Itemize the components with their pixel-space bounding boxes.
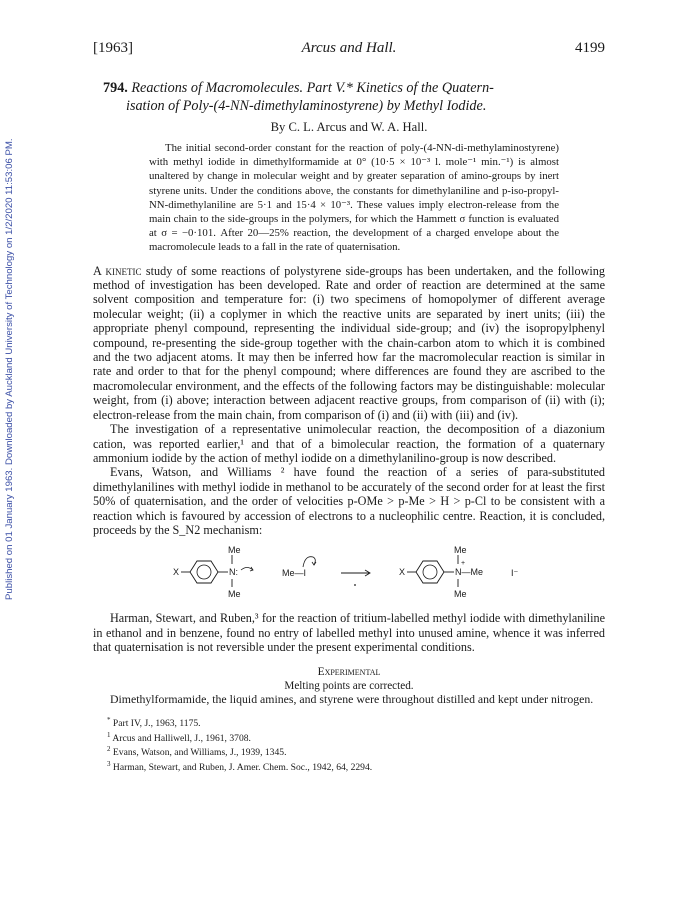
footnote-text: Arcus and Halliwell, J., 1961, 3708. bbox=[112, 732, 251, 744]
abstract bbox=[149, 141, 559, 255]
footnote-text: Part IV, J., 1963, 1175. bbox=[112, 717, 201, 729]
title-line-2: isation of Poly-(4-NN-dimethylaminostyrene) by Methyl Iodide. bbox=[126, 97, 487, 114]
header-year: [1963] bbox=[93, 40, 133, 56]
abstract-text: The initial second-order constant for the reaction of poly-(4-NN-di-methylaminostyrene) with methyl iodide in dimethylformamide at 0° (10·5 × 10⁻³ l. mole⁻¹ min.⁻¹) is almost unaltered by change in molecular weight and by greater separation of amino-groups by inert styrene units. Under the conditions above, the constants for dimethylaniline and p-iso-propyl-NN-dimethylaniline are 5·1 and 15·4 × 10⁻³. These values imply electron-release from the main chain to the side-groups in the polymers, for which the Hammett σ function is evaluated at σ = −0·101. After 20—25% reaction, the development of a charged envelope about the macromolecule leads to a fall in the rate of quaternisation. bbox=[149, 142, 559, 254]
article-body bbox=[93, 264, 605, 655]
running-header bbox=[93, 40, 605, 62]
footnote-mark: 2 bbox=[107, 745, 111, 754]
methyl-bottom-left: Me bbox=[228, 589, 241, 600]
download-watermark-text: Published on 01 January 1963. Downloaded by Auckland University of Technology on 1/2/2020 11:53:06 PM. bbox=[4, 138, 15, 600]
methyl-bottom-right: Me bbox=[454, 589, 467, 600]
footnote-mark: 1 bbox=[107, 730, 111, 739]
melting-point-note: Melting points are corrected. bbox=[284, 679, 414, 692]
footnote bbox=[107, 715, 605, 730]
experimental-section bbox=[93, 692, 605, 706]
footnotes bbox=[93, 715, 605, 774]
experimental-heading: Experimental bbox=[317, 665, 381, 678]
article-title bbox=[93, 80, 605, 115]
paragraph-1-lead: A kinetic bbox=[93, 263, 142, 278]
journal-page bbox=[93, 40, 605, 774]
download-watermark bbox=[2, 100, 18, 600]
experimental-text: Dimethylformamide, the liquid amines, and styrene were throughout distilled and kept under nitrogen. bbox=[110, 691, 594, 706]
article-number: 794. bbox=[103, 80, 128, 96]
page-number: 4199 bbox=[575, 40, 605, 56]
footnote bbox=[107, 730, 605, 745]
footnote bbox=[107, 744, 605, 759]
paragraph-1 bbox=[93, 264, 605, 422]
benzene-ring-left bbox=[190, 561, 218, 583]
footnote-mark: 3 bbox=[107, 760, 111, 769]
electron-arrow-2-head bbox=[312, 562, 316, 565]
footnote-mark: * bbox=[107, 715, 111, 724]
byline: By C. L. Arcus and W. A. Hall. bbox=[270, 120, 428, 134]
reaction-dot bbox=[354, 584, 356, 586]
footnote-text: Evans, Watson, and Williams, J., 1939, 1345. bbox=[112, 747, 287, 759]
header-authors: Arcus and Hall. bbox=[301, 40, 397, 56]
paragraph-4: Harman, Stewart, and Ruben,³ for the reaction of tritium-labelled methyl iodide with dimethylaniline in ethanol and in benzene, found no entry of labelled methyl into unused amine, whence it was inferred that quaternisation is not reversible under the present experimental conditions. bbox=[93, 611, 605, 655]
substituent-x-left: X bbox=[173, 567, 180, 578]
iodide-ion: I⁻ bbox=[511, 568, 519, 579]
paragraph-1-text: study of some reactions of polystyrene side-groups has been undertaken, and the following method of investigation has been developed. Rate and order of reaction are determined at the same solvent composition and temperature for: (i) two specimens of homopolymer of different average molecular weight; (ii) a coplymer in which the reactive units are separated by inert units; (iii) the appropriate phenyl compound, representing the individual side-group; and (iv) the isopropylphenyl compound, re-presenting the side-group together with the chain-carbon atom to which it is combined and the two adjacent atoms. It may then be inferred how far the macromolecular reaction is similar in rate and order to that for the phenyl compound; where differences are found they are ascribed to the macromolecular environment, and the effects of the following factors may be distinguishable: molecular weight, from (i) above; interaction between adjacent reactive groups, from comparison of (ii) with (i); electron-release from the main chain, from comparison of (i) and (ii) with (iii) and (iv). bbox=[93, 263, 605, 422]
electron-arrow-2 bbox=[303, 557, 315, 567]
nitrogen-left: N: bbox=[229, 567, 238, 578]
aromatic-circle-right bbox=[423, 565, 437, 579]
paragraph-3: Evans, Watson, and Williams ² have found the reaction of a series of para-substituted dimethylanilines with methyl iodide in methanol to be accurately of the second order for at least the first 50% of quaternisation, and the order of velocities p-OMe > p-Me > H > p-Cl to be consistent with a reaction which is favoured by accession of electrons to a nucleophilic centre. Reaction, it is concluded, proceeds by the S_N2 mechanism: bbox=[93, 465, 605, 537]
footnote bbox=[107, 759, 605, 774]
title-line-1: Reactions of Macromolecules. Part V.* Kinetics of the Quatern- bbox=[131, 80, 494, 96]
reaction-scheme bbox=[93, 543, 605, 601]
reaction-scheme-drawing bbox=[93, 543, 605, 601]
paragraph-2: The investigation of a representative unimolecular reaction, the decomposition of a diazonium cation, was reported earlier,¹ and that of a bimolecular reaction, the formation of a quaternary ammonium iodide by the action of methyl iodide on a dimethylanilino-group is now described. bbox=[93, 422, 605, 465]
positive-charge: + bbox=[461, 560, 466, 568]
nitrogen-right: N—Me bbox=[455, 567, 484, 578]
methyl-top-right: Me bbox=[454, 545, 467, 556]
methyl-iodide: Me—I bbox=[282, 568, 307, 579]
methyl-top-left: Me bbox=[228, 545, 241, 556]
footnote-text: Harman, Stewart, and Ruben, J. Amer. Chem. Soc., 1942, 64, 2294. bbox=[112, 762, 373, 774]
aromatic-circle-left bbox=[197, 565, 211, 579]
benzene-ring-right bbox=[416, 561, 444, 583]
substituent-x-right: X bbox=[399, 567, 406, 578]
